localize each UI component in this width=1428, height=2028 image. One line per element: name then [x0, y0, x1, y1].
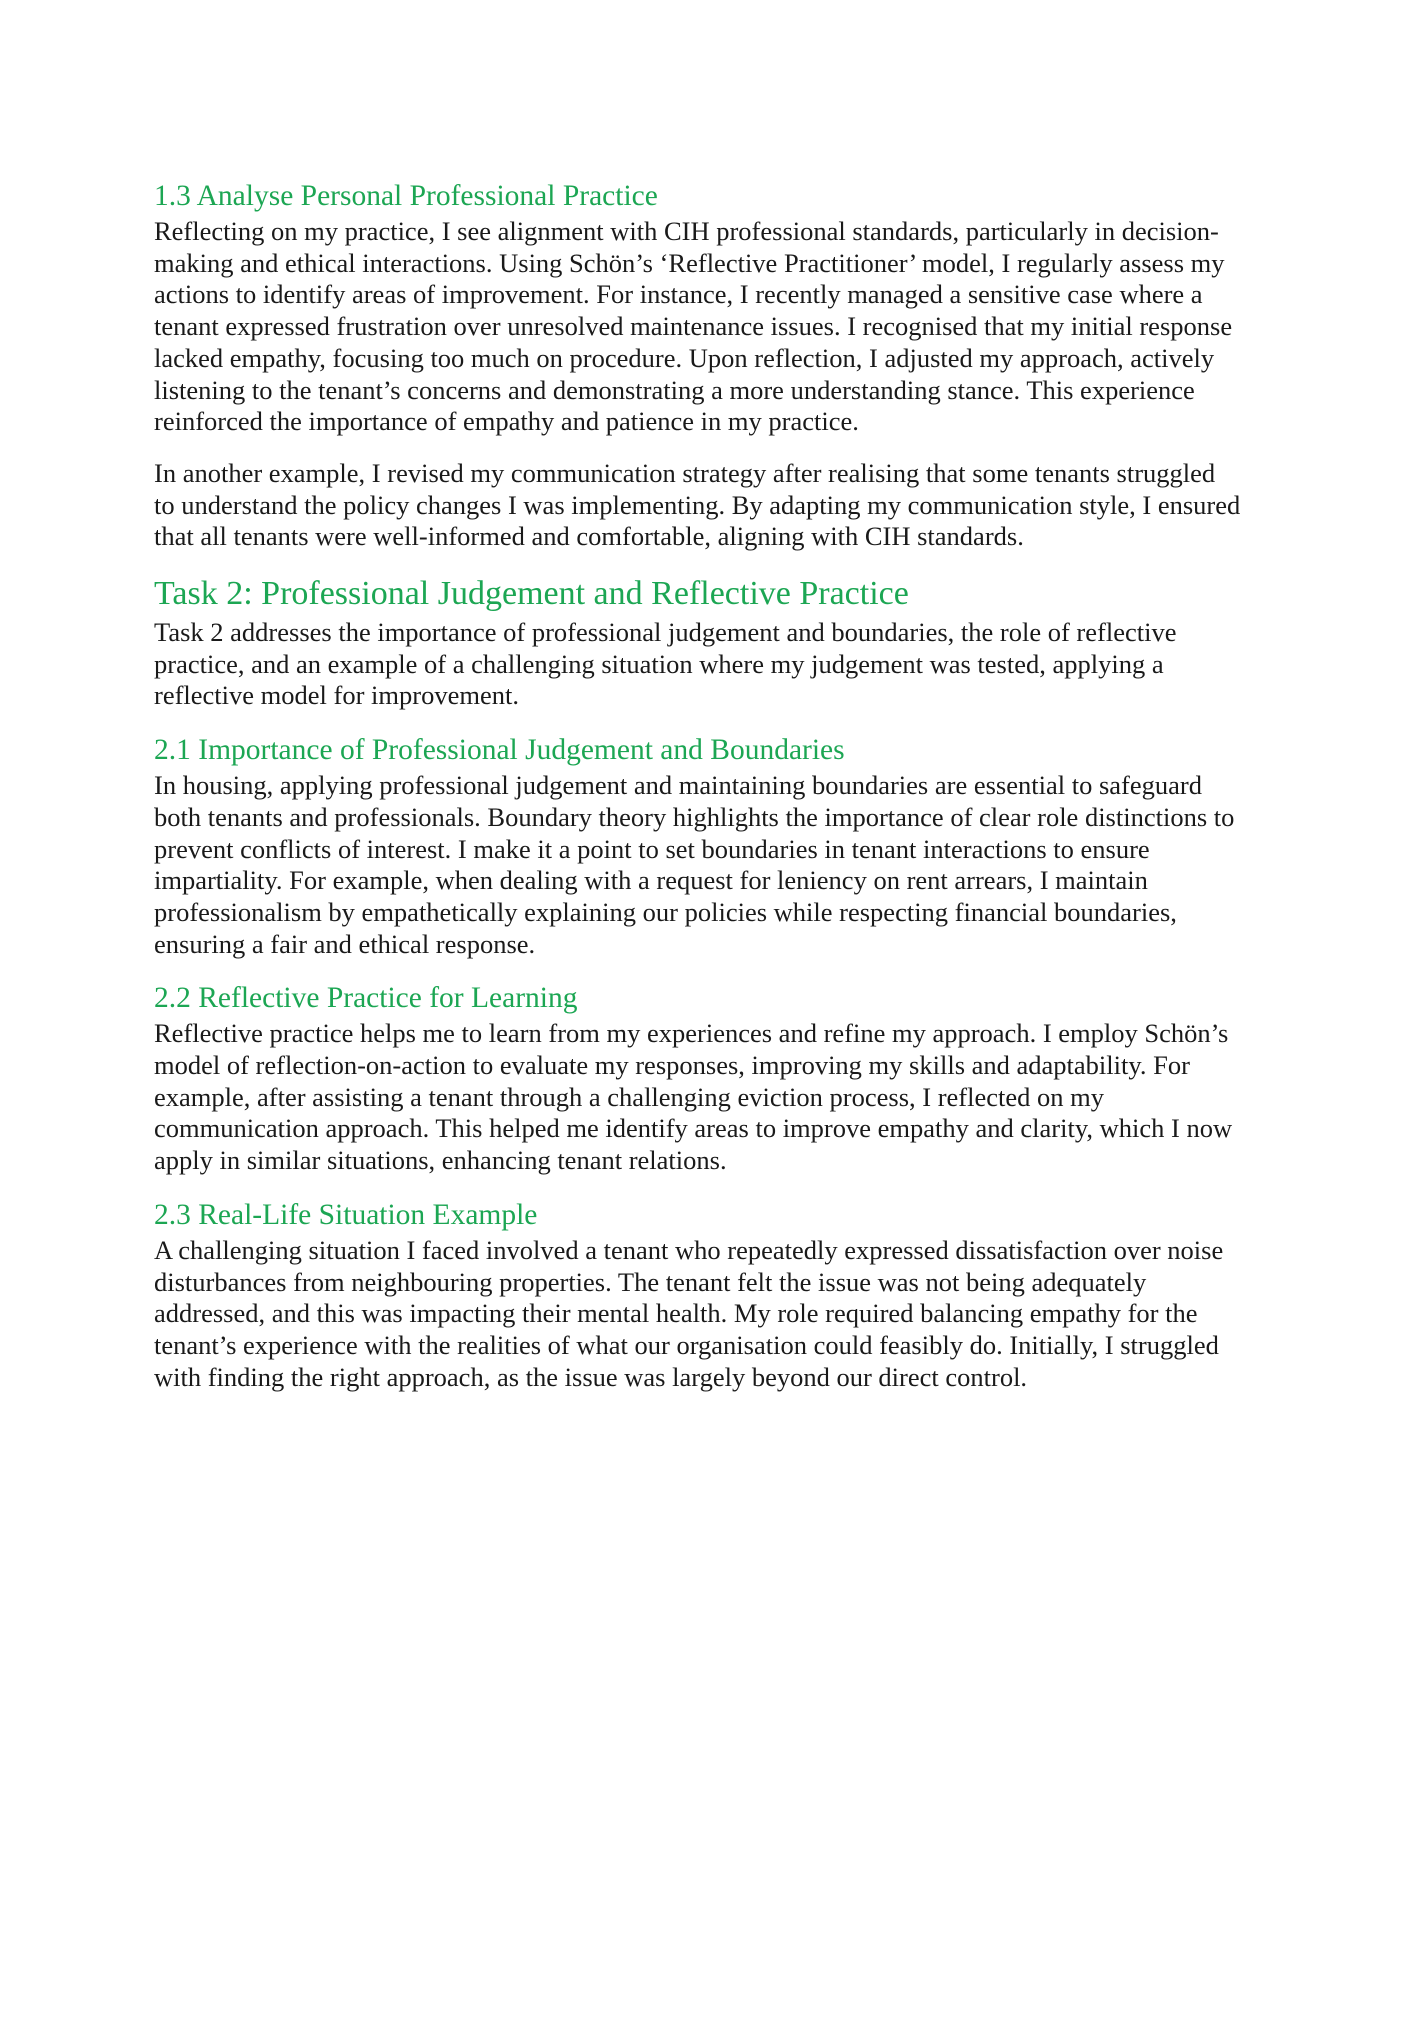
paragraph — [154, 458, 1308, 553]
text-line: listening to the tenant’s concerns and demonstrating a more understanding stance. This experience — [154, 374, 1195, 405]
section-heading-task-2: Task 2: Professional Judgement and Reflective Practice — [154, 575, 909, 613]
text-line: Reflective practice helps me to learn from my experiences and refine my approach. I employ Schön’s — [154, 1018, 1229, 1049]
section-task-2 — [154, 573, 1308, 712]
section-heading-2-1: 2.1 Importance of Professional Judgement and Boundaries — [154, 734, 845, 767]
text-line: with finding the right approach, as the issue was largely beyond our direct control. — [154, 1361, 1028, 1392]
text-line: ensuring a fair and ethical response. — [154, 928, 536, 959]
section-2-3 — [154, 1197, 1308, 1394]
text-line: that all tenants were well-informed and comfortable, aligning with CIH standards. — [154, 521, 1024, 552]
text-line: lacked empathy, focusing too much on procedure. Upon reflection, I adjusted my approach, actively — [154, 342, 1215, 373]
section-2-2 — [154, 980, 1308, 1177]
section-2-1 — [154, 732, 1308, 960]
text-line: disturbances from neighbouring properties. The tenant felt the issue was not being adequately — [154, 1266, 1147, 1297]
text-line: tenant’s experience with the realities of what our organisation could feasibly do. Initially, I struggled — [154, 1329, 1219, 1360]
text-line: professionalism by empathetically explaining our policies while respecting financial boundaries, — [154, 896, 1177, 927]
text-line: both tenants and professionals. Boundary theory highlights the importance of clear role distinctions to — [154, 801, 1235, 832]
text-line: actions to identify areas of improvement. For instance, I recently managed a sensitive case where a — [154, 279, 1203, 310]
paragraph — [154, 216, 1308, 438]
paragraph — [154, 1235, 1308, 1394]
text-line: model of reflection-on-action to evaluate my responses, improving my skills and adaptability. For — [154, 1050, 1190, 1081]
text-line: apply in similar situations, enhancing tenant relations. — [154, 1145, 727, 1176]
section-1-3 — [154, 178, 1308, 553]
text-line: example, after assisting a tenant through a challenging eviction process, I reflected on my — [154, 1081, 1104, 1112]
section-heading-2-2: 2.2 Reflective Practice for Learning — [154, 982, 578, 1015]
text-line: Task 2 addresses the importance of professional judgement and boundaries, the role of reflective — [154, 617, 1177, 648]
text-line: impartiality. For example, when dealing with a request for leniency on rent arrears, I maintain — [154, 865, 1148, 896]
text-line: practice, and an example of a challenging situation where my judgement was tested, applying a — [154, 648, 1164, 679]
text-line: addressed, and this was impacting their mental health. My role required balancing empathy for the — [154, 1298, 1198, 1329]
text-line: making and ethical interactions. Using Schön’s ‘Reflective Practitioner’ model, I regularly assess my — [154, 247, 1225, 278]
text-line: In housing, applying professional judgement and maintaining boundaries are essential to safeguard — [154, 770, 1202, 801]
paragraph — [154, 770, 1308, 960]
text-line: reflective model for improvement. — [154, 680, 519, 711]
text-line: Reflecting on my practice, I see alignment with CIH professional standards, particularly in decision- — [154, 216, 1219, 246]
paragraph — [154, 1018, 1308, 1177]
text-line: A challenging situation I faced involved a tenant who repeatedly expressed dissatisfaction over noise — [154, 1234, 1224, 1265]
text-line: reinforced the importance of empathy and patience in my practice. — [154, 406, 859, 437]
section-heading-2-3: 2.3 Real-Life Situation Example — [154, 1198, 538, 1231]
text-line: prevent conflicts of interest. I make it a point to set boundaries in tenant interactions to ensure — [154, 833, 1150, 864]
text-line: communication approach. This helped me identify areas to improve empathy and clarity, which I now — [154, 1113, 1233, 1144]
paragraph — [154, 617, 1308, 712]
section-heading-1-3: 1.3 Analyse Personal Professional Practice — [154, 180, 658, 212]
text-line: In another example, I revised my communication strategy after realising that some tenants struggled — [154, 457, 1216, 488]
text-line: to understand the policy changes I was implementing. By adapting my communication style, I ensured — [154, 489, 1241, 520]
text-line: tenant expressed frustration over unresolved maintenance issues. I recognised that my initial response — [154, 311, 1233, 342]
